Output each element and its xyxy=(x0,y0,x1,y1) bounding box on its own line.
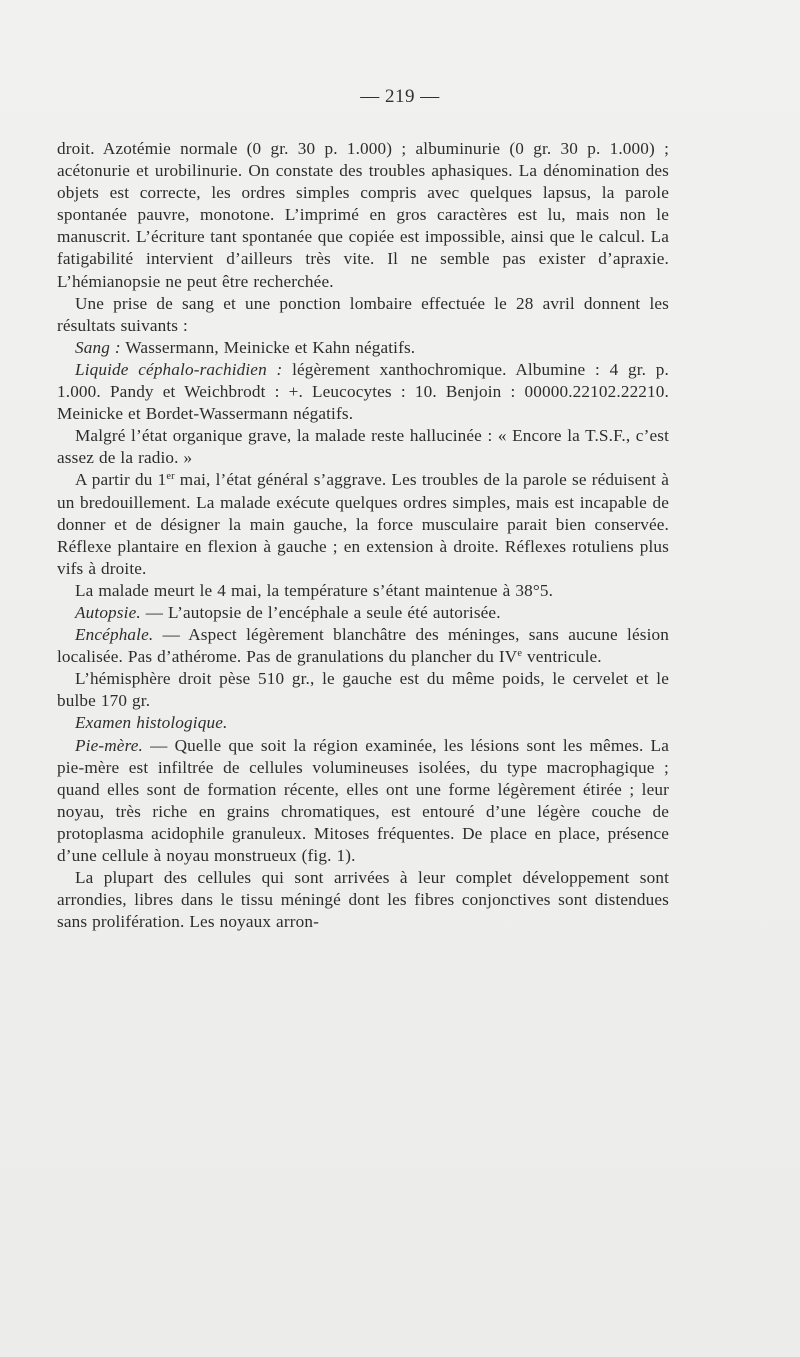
blood-label: Sang : xyxy=(75,337,121,357)
paragraph-pia-mater xyxy=(57,735,669,868)
page-number: — 219 — xyxy=(360,86,440,107)
paragraph-deterioration xyxy=(57,469,669,579)
encephalon-text: — Aspect légèrement blanchâtre des méninges, sans aucune lésion localisée. Pas d’athérome. Pas de granulations du plancher du IV xyxy=(57,625,669,667)
deterioration-start: A partir du 1 xyxy=(75,470,167,490)
paragraph-death: La malade meurt le 4 mai, la température s’étant maintenue à 38°5. xyxy=(75,580,554,600)
paragraph-blood-results xyxy=(57,337,669,359)
blood-results-text: Wassermann, Meinicke et Kahn négatifs. xyxy=(120,337,416,357)
csf-results-text: légèrement xanthochromique. Albumine : 4 gr. p. 1.000. Pandy et Weichbrodt : +. Leucocytes : 10. Benjoin : 00000.22102.22210. Meinicke et Bordet-Wassermann négatifs. xyxy=(57,359,669,424)
paragraph-csf-results xyxy=(57,359,669,425)
paragraph-cells: La plupart des cellules qui sont arrivées à leur complet développement sont arrondies, libres dans le tissu méningé dont les fibres conjonctives sont distendues sans prolifération. Les noyaux arron- xyxy=(57,868,669,932)
deterioration-superscript: er xyxy=(166,471,175,483)
paragraph-autopsy xyxy=(57,602,669,624)
paragraph-clinical-findings: droit. Azotémie normale (0 gr. 30 p. 1.000) ; albuminurie (0 gr. 30 p. 1.000) ; acétonurie et urobilinurie. On constate des troubles aphasiques. La dénomination des objets est correcte, les ordres simples compris avec quelques lapsus, la parole spontanée pauvre, monotone. L’imprimé en gros caractères est lu, mais non le manuscrit. L’écriture tant spontanée que copiée est impossible, ainsi que le calcul. La fatigabilité intervient d’ailleurs très vite. Il ne semble pas exister d’apraxie. L’hémianopsie ne peut être recherchée. xyxy=(57,139,669,291)
encephalon-text-end: ventricule. xyxy=(522,647,602,667)
section-heading-histology xyxy=(57,712,669,734)
csf-label: Liquide céphalo-rachidien : xyxy=(75,359,283,379)
paragraph-weights: L’hémisphère droit pèse 510 gr., le gauche est du même poids, le cervelet et le bulbe 170 gr. xyxy=(57,669,669,711)
ventricle-superscript: e xyxy=(517,647,523,659)
paragraph-lab-intro: Une prise de sang et une ponction lombaire effectuée le 28 avril donnent les résultats suivants : xyxy=(57,293,669,335)
histology-heading: Examen histologique. xyxy=(75,713,228,733)
deterioration-text: mai, l’état général s’aggrave. Les troubles de la parole se réduisent à un bredouillement. La malade exécute quelques ordres simples, mais est incapable de donner et de désigner la main gauche, la force musculaire parait bien conservée. Réflexe plantaire en flexion à gauche ; en extension à droite. Réflexes rotuliens plus vifs à droite. xyxy=(57,470,669,578)
body-text xyxy=(57,138,669,933)
paragraph-encephalon xyxy=(57,624,669,668)
pia-mater-label: Pie-mère. xyxy=(75,735,143,755)
autopsy-label: Autopsie. xyxy=(75,602,141,622)
autopsy-text: — L’autopsie de l’encéphale a seule été autorisée. xyxy=(140,602,501,622)
paragraph-hallucination: Malgré l’état organique grave, la malade reste hallucinée : « Encore la T.S.F., c’est assez de la radio. » xyxy=(57,426,669,468)
encephalon-label: Encéphale. xyxy=(75,625,154,645)
pia-mater-text: — Quelle que soit la région examinée, les lésions sont les mêmes. La pie-mère est infiltrée de cellules volumineuses isolées, du type macrophagique ; quand elles sont de formation récente, elles ont une forme légèrement étirée ; leur noyau, très riche en grains chromatiques, est entouré d’une légère couche de protoplasma acidophile granuleux. Mitoses fréquentes. De place en place, présence d’une cellule à noyau monstrueux (fig. 1). xyxy=(57,735,669,865)
